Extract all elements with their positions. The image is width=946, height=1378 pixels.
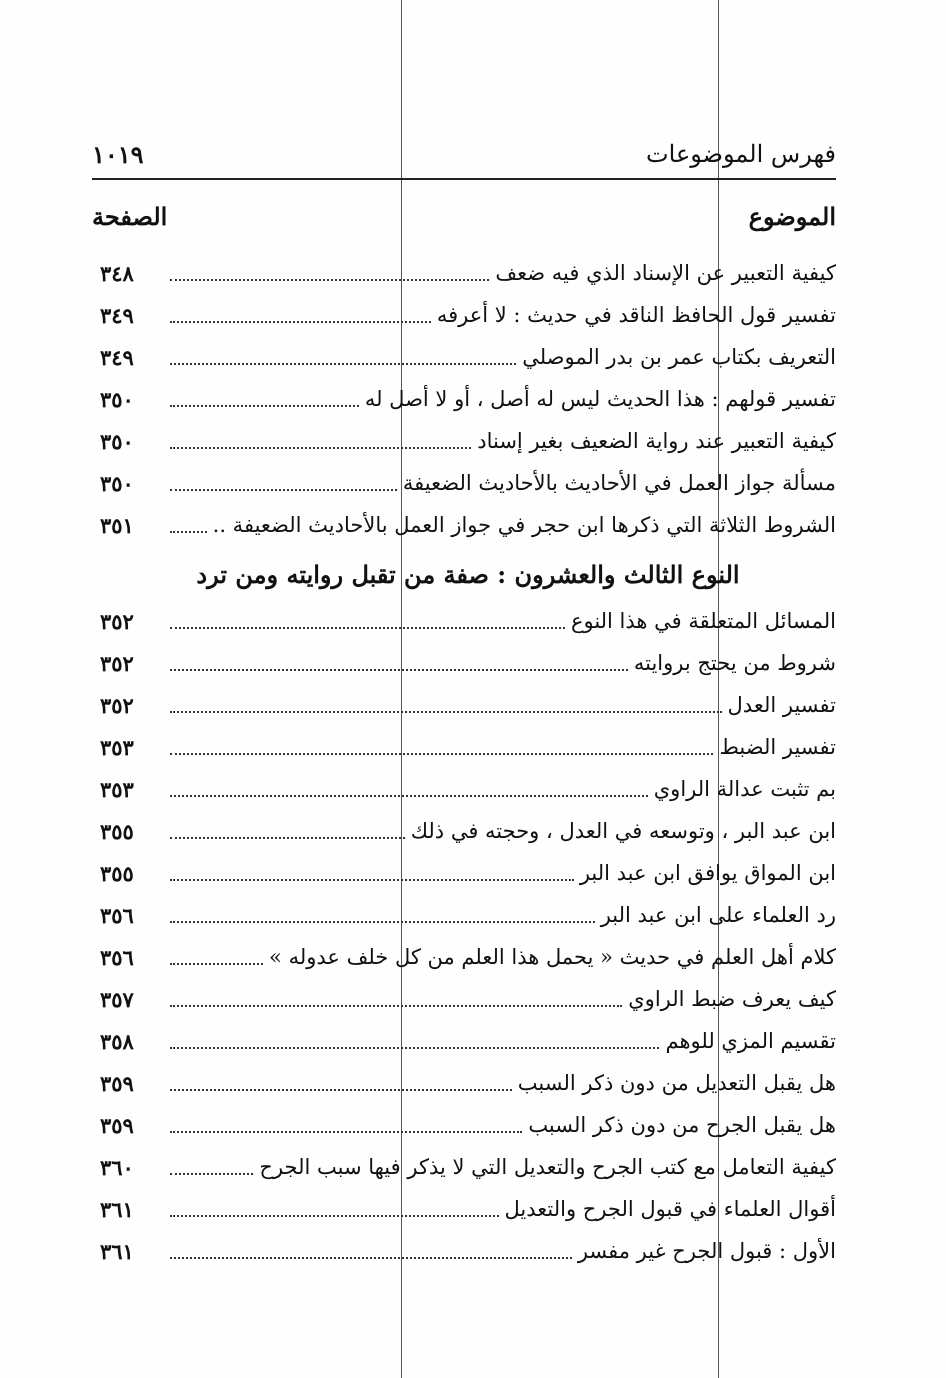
entry-text: كيفية التعبير عن الإسناد الذي فيه ضعف <box>495 261 836 285</box>
toc-entry <box>100 1232 836 1270</box>
dot-leader <box>170 1033 659 1049</box>
toc-entry <box>100 1064 836 1102</box>
entry-page: ٣٥٣ <box>100 734 134 760</box>
entry-page: ٣٥٠ <box>100 470 134 496</box>
entry-page: ٣٤٩ <box>100 302 134 328</box>
entry-page: ٣٦١ <box>100 1238 134 1264</box>
dot-leader <box>170 517 207 533</box>
entry-page: ٣٥٩ <box>100 1070 134 1096</box>
toc-entry <box>100 896 836 934</box>
entry-page: ٣٥٥ <box>100 860 134 886</box>
dot-leader <box>170 613 565 629</box>
toc-entry <box>100 254 836 292</box>
toc-entry <box>100 296 836 334</box>
entry-page: ٣٥٠ <box>100 386 134 412</box>
header-rule <box>92 178 836 180</box>
toc-entry <box>100 686 836 724</box>
dot-leader <box>170 349 516 365</box>
dot-leader <box>170 265 489 281</box>
entry-text: تفسير العدل <box>727 693 836 717</box>
section-title: النوع الثالث والعشرون : صفة من تقبل روايته ومن ترد <box>196 560 740 589</box>
dot-leader <box>170 865 574 881</box>
entry-page: ٣٦٠ <box>100 1154 134 1180</box>
toc-entry <box>100 422 836 460</box>
dot-leader <box>170 1117 522 1133</box>
toc-entry <box>100 1148 836 1186</box>
entry-page: ٣٥٧ <box>100 986 134 1012</box>
toc-entry <box>100 464 836 502</box>
entry-text: كيفية التعامل مع كتب الجرح والتعديل التي لا يذكر فيها سبب الجرح <box>259 1155 836 1179</box>
dot-leader <box>170 1075 512 1091</box>
page-header <box>92 140 836 180</box>
entry-text: شروط من يحتج بروايته <box>633 651 836 675</box>
toc-entry <box>100 1022 836 1060</box>
entry-text: تقسيم المزي للوهم <box>665 1029 836 1053</box>
dot-leader <box>170 823 405 839</box>
toc-entry <box>100 980 836 1018</box>
entry-text: كيفية التعبير عند رواية الضعيف بغير إسناد <box>477 429 836 453</box>
dot-leader <box>170 1201 499 1217</box>
entry-page: ٣٥٢ <box>100 692 134 718</box>
dot-leader <box>170 949 263 965</box>
column-headings <box>92 202 836 242</box>
entry-text: بم تثبت عدالة الراوي <box>653 777 836 801</box>
dot-leader <box>170 907 595 923</box>
toc-entry <box>100 506 836 544</box>
dot-leader <box>170 697 722 713</box>
dot-leader <box>170 655 628 671</box>
entry-page: ٣٤٨ <box>100 260 134 286</box>
entry-text: التعريف بكتاب عمر بن بدر الموصلي <box>522 345 836 369</box>
page-column-heading: الصفحة <box>92 202 168 231</box>
toc-entry <box>100 380 836 418</box>
toc-entry <box>100 1106 836 1144</box>
dot-leader <box>170 991 622 1007</box>
entry-text: هل يقبل التعديل من دون ذكر السبب <box>517 1071 836 1095</box>
entry-page: ٣٥٣ <box>100 776 134 802</box>
entry-text: تفسير الضبط <box>719 735 836 759</box>
toc-entry <box>100 602 836 640</box>
entry-text: رد العلماء على ابن عبد البر <box>600 903 836 927</box>
header-title: فهرس الموضوعات <box>646 140 836 168</box>
entry-text: ابن عبد البر ، وتوسعه في العدل ، وحجته في ذلك <box>410 819 836 843</box>
entry-page: ٣٥٦ <box>100 944 134 970</box>
toc-entry <box>100 812 836 850</box>
dot-leader <box>170 1159 253 1175</box>
toc-entry <box>100 644 836 682</box>
entry-text: مسألة جواز العمل في الأحاديث بالأحاديث الضعيفة <box>402 471 836 495</box>
entry-text: ابن المواق يوافق ابن عبد البر <box>579 861 836 885</box>
dot-leader <box>170 433 471 449</box>
subject-column-heading: الموضوع <box>748 202 836 231</box>
dot-leader <box>170 475 397 491</box>
entry-text: كلام أهل العلم في حديث « يحمل هذا العلم من كل خلف عدوله » <box>269 945 836 969</box>
dot-leader <box>170 739 713 755</box>
entry-page: ٣٥٢ <box>100 650 134 676</box>
header-page-number: ١٠١٩ <box>92 140 144 169</box>
entry-page: ٣٤٩ <box>100 344 134 370</box>
entry-text: أقوال العلماء في قبول الجرح والتعديل <box>504 1197 836 1221</box>
entry-page: ٣٥٢ <box>100 608 134 634</box>
toc-entry <box>100 770 836 808</box>
entry-page: ٣٥٠ <box>100 428 134 454</box>
entry-page: ٣٥٩ <box>100 1112 134 1138</box>
dot-leader <box>170 781 648 797</box>
entry-text: تفسير قول الحافظ الناقد في حديث : لا أعرفه <box>436 303 836 327</box>
dot-leader <box>170 1243 572 1259</box>
toc-entry <box>100 854 836 892</box>
entry-page: ٣٥٦ <box>100 902 134 928</box>
entry-page: ٣٥١ <box>100 512 134 538</box>
entry-text: الأول : قبول الجرح غير مفسر <box>577 1239 836 1263</box>
dot-leader <box>170 391 359 407</box>
dot-leader <box>170 307 431 323</box>
toc-entry <box>100 338 836 376</box>
toc-entry <box>100 728 836 766</box>
entry-text: كيف يعرف ضبط الراوي <box>628 987 836 1011</box>
entry-page: ٣٦١ <box>100 1196 134 1222</box>
entry-text: الشروط الثلاثة التي ذكرها ابن حجر في جواز العمل بالأحاديث الضعيفة .. <box>212 513 836 537</box>
entry-text: تفسير قولهم : هذا الحديث ليس له أصل ، أو لا أصل له <box>364 387 836 411</box>
entry-page: ٣٥٨ <box>100 1028 134 1054</box>
toc-entry <box>100 938 836 976</box>
entry-text: هل يقبل الجرح من دون ذكر السبب <box>528 1113 836 1137</box>
toc-entry <box>100 1190 836 1228</box>
entry-text: المسائل المتعلقة في هذا النوع <box>570 609 836 633</box>
entry-page: ٣٥٥ <box>100 818 134 844</box>
